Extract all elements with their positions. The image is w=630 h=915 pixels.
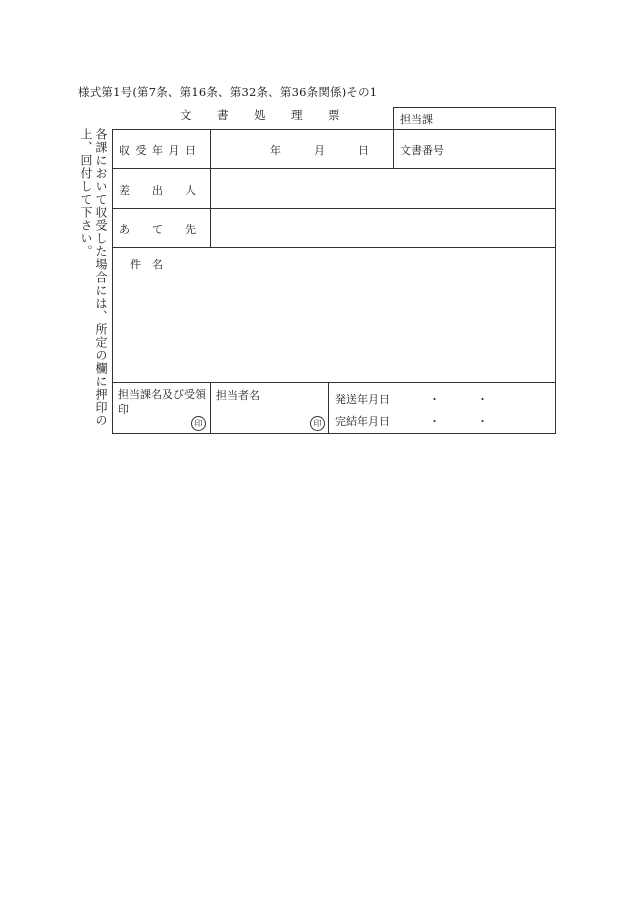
table-border-bottom — [112, 433, 556, 434]
dept-receipt-label: 担当課名及び受領印 — [118, 388, 206, 416]
subject-field[interactable] — [114, 272, 554, 380]
addressee-field[interactable] — [212, 210, 554, 246]
table-border-left — [112, 129, 113, 434]
table-rule — [393, 107, 394, 169]
sent-date-label: 発送年月日 — [335, 393, 390, 406]
form-title: 文 書 処 理 票 — [180, 108, 347, 122]
sender-label: 差 出 人 — [119, 184, 196, 197]
sent-date-separator: ・ — [477, 393, 488, 406]
subject-label: 件 名 — [130, 258, 163, 271]
table-border-right — [555, 107, 556, 434]
completed-date-label: 完結年月日 — [335, 415, 390, 428]
tantouka-label: 担当課 — [400, 113, 433, 126]
table-rule — [112, 247, 556, 248]
table-border-top — [112, 129, 556, 130]
received-date-label: 収 受 年 月 日 — [119, 144, 197, 157]
vertical-instruction: 各課において収受した場合には、所定の欄に押印の上、回付して下さい。 — [79, 128, 108, 427]
table-rule — [210, 129, 211, 248]
doc-number-label: 文書番号 — [400, 144, 444, 157]
sender-field[interactable] — [212, 170, 554, 206]
addressee-label: あ て 先 — [119, 223, 196, 236]
table-rule — [112, 168, 556, 169]
completed-date-separator: ・ — [477, 415, 488, 428]
table-rule — [210, 382, 211, 434]
table-rule — [112, 208, 556, 209]
table-border-top-right — [393, 107, 556, 108]
person-in-charge-label: 担当者名 — [216, 389, 260, 402]
table-rule — [328, 382, 329, 434]
completed-date-separator: ・ — [429, 415, 440, 428]
form-heading: 様式第1号(第7条、第16条、第32条、第36条関係)その1 — [78, 85, 378, 99]
sent-date-separator: ・ — [429, 393, 440, 406]
table-rule — [112, 382, 556, 383]
seal-mark-icon: 印 — [191, 416, 206, 431]
received-date-field[interactable]: 年 月 日 — [270, 144, 369, 157]
seal-mark-icon: 印 — [310, 416, 325, 431]
